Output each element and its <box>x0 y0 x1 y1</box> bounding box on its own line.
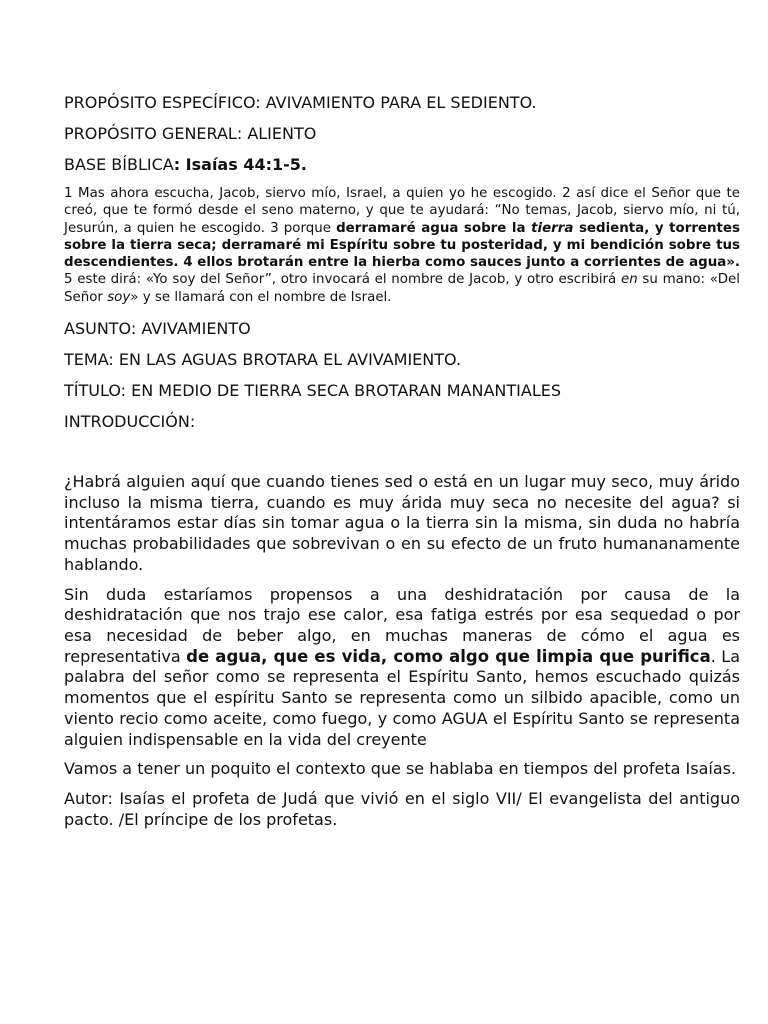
titulo: TÍTULO: EN MEDIO DE TIERRA SECA BROTARAN MANANTIALES <box>64 381 561 401</box>
verse-bold: derramaré agua sobre la <box>336 220 532 236</box>
paragraph-4: Autor: Isaías el profeta de Judá que vivió en el siglo VII/ El evangelista del antiguo pacto. /El príncipe de los profetas. <box>64 788 740 829</box>
verse-italic: en <box>620 272 638 288</box>
paragraph-2 <box>64 585 740 751</box>
verse-text: 1 Mas ahora escucha, Jacob, siervo mío, Israel, a quien yo he escogido. 2 así dice el Señor que te creó, que te formó desde el seno materno, y que te ayudará: “No temas, Jacob, siervo mío, ni tú, Jesurún, a quien he escogido. 3 porque <box>64 186 740 236</box>
verse-bold: sedienta, y torrentes sobre la tierra seca; derramaré mi Espíritu sobre tu posteridad, y mi bendición sobre tus descendientes. 4 ellos brotarán entre la hierba como sauces junto a corrientes de agua». <box>64 220 740 271</box>
introduccion-heading: INTRODUCCIÓN: <box>64 412 196 432</box>
verse-text: 5 este dirá: «Yo soy del Señor”, otro invocará el nombre de Jacob, y otro escribirá <box>64 272 621 288</box>
tema: TEMA: EN LAS AGUAS BROTARA EL AVIVAMIENTO. <box>64 350 462 370</box>
document-page <box>64 92 740 839</box>
base-biblica-reference: : Isaías 44:1-5. <box>173 155 307 174</box>
blank-line <box>64 442 740 472</box>
base-biblica <box>64 154 740 176</box>
base-biblica-label: BASE BÍBLICA <box>64 155 174 174</box>
verse-italic: soy <box>107 289 131 305</box>
bible-passage <box>64 185 740 306</box>
verse-bold-italic: tierra <box>531 220 574 236</box>
verse-text: » y se llamará con el nombre de Israel. <box>130 289 392 305</box>
paragraph-2-text: . La palabra del señor como se representa el Espíritu Santo, hemos escuchado quizás momentos que el espíritu Santo se representa como un silbido apacible, como un viento recio como aceite, como fuego, y como AGUA el Espíritu Santo se representa alguien indispensable en la vida del creyente <box>64 646 741 749</box>
paragraph-2-bold: de agua, que es vida, como algo que limpia que purifica <box>186 646 711 666</box>
proposito-especifico: PROPÓSITO ESPECÍFICO: AVIVAMIENTO PARA EL SEDIENTO. <box>64 93 537 112</box>
verse-text: su mano: «Del Señor <box>64 272 741 305</box>
proposito-general: PROPÓSITO GENERAL: ALIENTO <box>64 124 317 143</box>
asunto: ASUNTO: AVIVAMIENTO <box>64 319 251 339</box>
paragraph-2-text: Sin duda estaríamos propensos a una deshidratación por causa de la deshidratación que nos trajo ese calor, esa fatiga estrés por esa sequedad o por esa necesidad de beber algo, en muchas maneras de cómo el agua es representativa <box>64 584 740 666</box>
paragraph-1: ¿Habrá alguien aquí que cuando tienes sed o está en un lugar muy seco, muy árido incluso la misma tierra, cuando es muy árida muy seca no necesite del agua? si intentáramos estar días sin tomar agua o la tierra sin la misma, sin duda no habría muchas probabilidades que sobrevivan o en su efecto de un fruto humananamente hablando. <box>64 472 740 574</box>
paragraph-3: Vamos a tener un poquito el contexto que se hablaba en tiempos del profeta Isaías. <box>64 759 737 779</box>
